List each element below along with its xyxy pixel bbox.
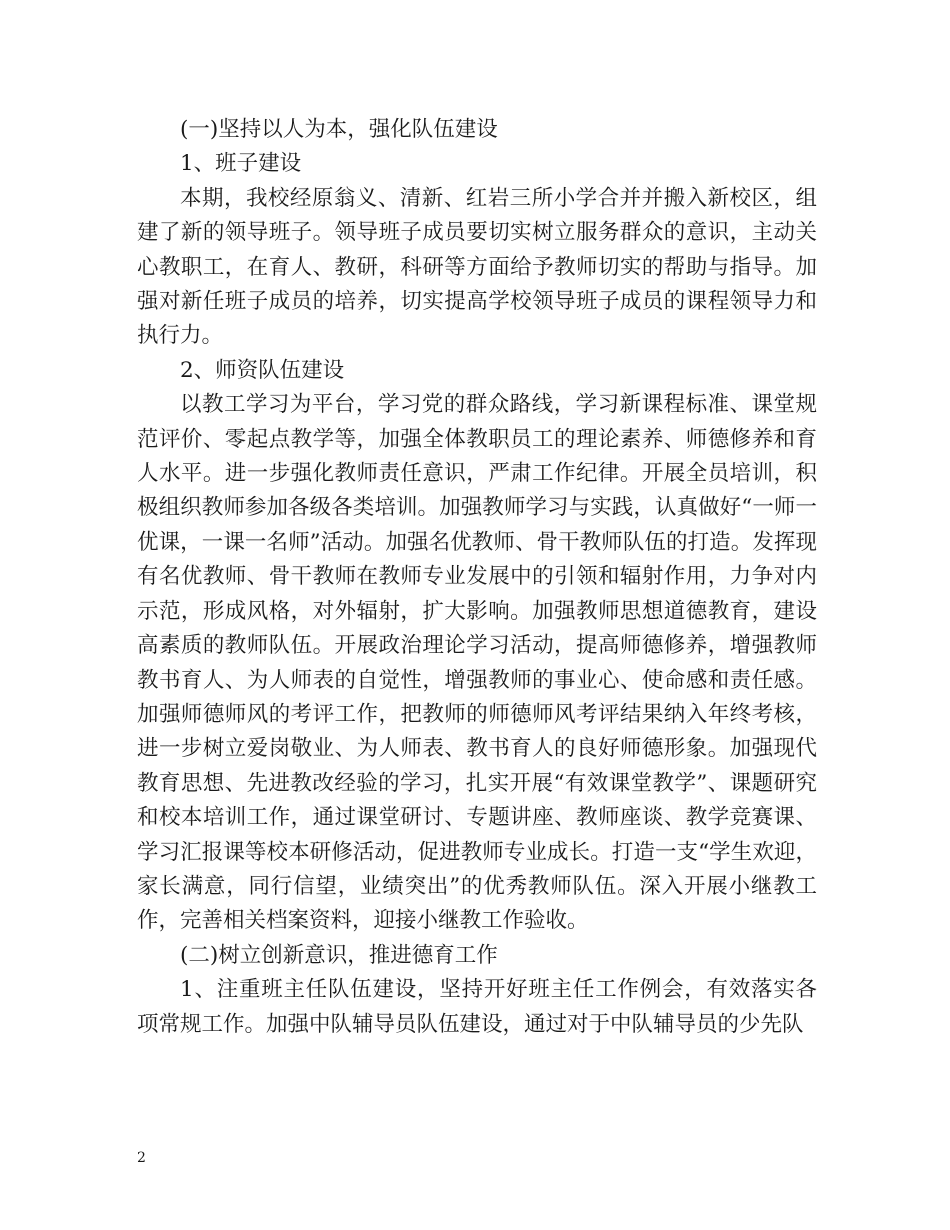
page-number: 2 [137, 1150, 146, 1166]
subsection-heading-2: 2、师资队伍建设 [180, 357, 345, 383]
subsection-heading-1: 1、班子建设 [180, 151, 302, 177]
section-heading-2: (二)树立创新意识，推进德育工作 [180, 942, 498, 968]
body-paragraph: 1、注重班主任队伍建设，坚持开好班主任工作例会，有效落实各项常规工作。加强中队辅导员队伍建设，通过对于中队辅导员的少先队 [137, 977, 817, 1037]
section-heading-1: (一)坚持以人为本，强化队伍建设 [180, 117, 498, 142]
body-paragraph: 以教工学习为平台，学习党的群众路线，学习新课程标准、课堂规范评价、零起点教学等，加强全体教职员工的理论素养、师德修养和育人水平。进一步强化教师责任意识，严肃工作纪律。开展全员培训，积极组织教师参加各级各类培训。加强教师学习与实践，认真做好“一师一优课，一课一名师”活动。加强名优教师、骨干教师队伍的打造。发挥现有名优教师、骨干教师在教师专业发展中的引领和辐射作用，力争对内示范，形成风格，对外辐射，扩大影响。加强教师思想道德教育，建设高素质的教师队伍。开展政治理论学习活动，提高师德修养，增强教师教书育人、为人师表的自觉性，增强教师的事业心、使命感和责任感。加强师德师风的考评工作，把教师的师德师风考评结果纳入年终考核，进一步树立爱岗敬业、为人师表、教书育人的良好师德形象。加强现代教育思想、先进教改经验的学习，扎实开展“有效课堂教学”、课题研究和校本培训工作，通过课堂研讨、专题讲座、教师座谈、教学竞赛课、学习汇报课等校本研修活动，促进教师专业成长。打造一支“学生欢迎，家长满意，同行信望，业绩突出”的优秀教师队伍。深入开展小继教工作，完善相关档案资料，迎接小继教工作验收。 [137, 392, 817, 934]
document-body [137, 113, 817, 1042]
body-paragraph: 本期，我校经原翁义、清新、红岩三所小学合并并搬入新校区，组建了新的领导班子。领导班子成员要切实树立服务群众的意识，主动关心教职工，在育人、教研，科研等方面给予教师切实的帮助与指导。加强对新任班子成员的培养，切实提高学校领导班子成员的课程领导力和执行力。 [137, 185, 817, 349]
